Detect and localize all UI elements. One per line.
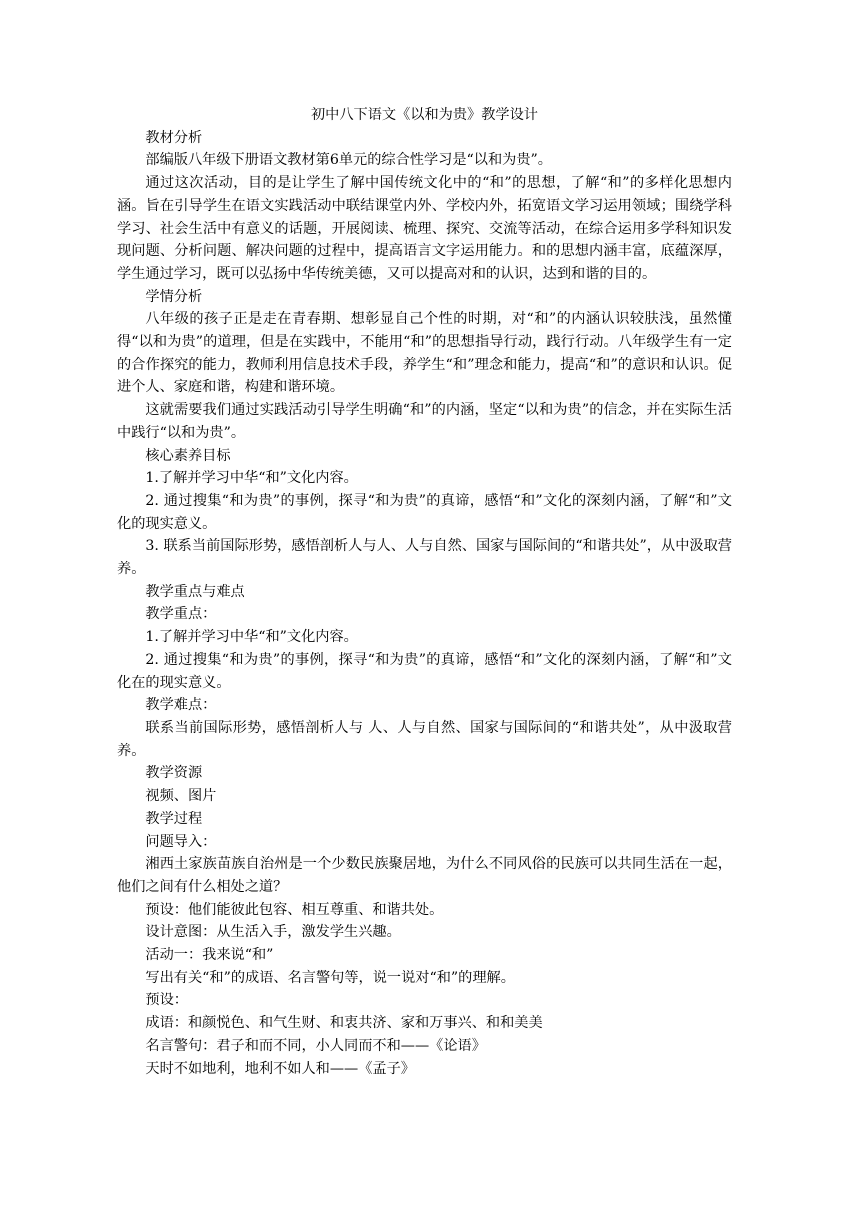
paragraph: 这就需要我们通过实践活动引导学生明确“和”的内涵，坚定“以和为贵”的信念，并在实际生活中践行“以和为贵”。 [117, 402, 732, 441]
list-item: 2. 通过搜集“和为贵”的事例，探寻“和为贵”的真谛，感悟“和”文化的深刻内涵，了解“和”文化在的现实意义。 [117, 651, 732, 691]
paragraph: 八年级的孩子正是走在青春期、想彰显自己个性的时期，对“和”的内涵认识较肤浅，虽然懂得“以和为贵”的道理，但是在实践中，不能用“和”的思想指导行动，践行行动。八年级学生有一定的合作探究的能力，教师利用信息技术手段，养学生“和”理念和能力，提高“和”的意识和认识。促进个人、家庭和谐，构建和谐环境。 [117, 311, 732, 396]
list-item: 1.了解并学习中华“和”文化内容。 [145, 470, 358, 487]
paragraph: 预设：他们能彼此包容、相互尊重、和谐共处。 [145, 901, 444, 918]
document-page [117, 104, 732, 1080]
list-item: 1.了解并学习中华“和”文化内容。 [145, 629, 358, 646]
heading-student-analysis: 学情分析 [145, 288, 203, 305]
subheading: 教学重点： [145, 606, 217, 623]
heading-textbook-analysis: 教材分析 [145, 129, 203, 146]
list-item: 2. 通过搜集“和为贵”的事例，探寻“和为贵”的真谛，感悟“和”文化的深刻内涵，了解“和”文化的现实意义。 [117, 492, 732, 532]
subheading: 问题导入： [145, 833, 217, 850]
paragraph: 通过这次活动，目的是让学生了解中国传统文化中的“和”的思想，了解“和”的多样化思想内涵。旨在引导学生在语文实践活动中联结课堂内外、学校内外，拓宽语文学习运用领域；围绕学科学习、社会生活中有意义的话题，开展阅读、梳理、探究、交流等活动，在综合运用多学科知识发现问题、分析问题、解决问题的过程中，提高语言文字运用能力。和的思想内涵丰富，底蕴深厚，学生通过学习，既可以弘扬中华传统美德，又可以提高对和的认识，达到和谐的目的。 [117, 175, 732, 282]
paragraph: 设计意图：从生活入手，激发学生兴趣。 [145, 924, 401, 941]
document-title: 初中八下语文《以和为贵》教学设计 [310, 107, 538, 123]
heading-key-points: 教学重点与难点 [145, 583, 245, 600]
list-item: 3. 联系当前国际形势，感悟剖析人与人、人与自然、国家与国际间的“和谐共处”，从中汲取营养。 [117, 538, 732, 578]
subheading: 教学难点： [145, 697, 217, 714]
paragraph: 预设： [145, 992, 188, 1009]
paragraph: 写出有关“和”的成语、名言警句等，说一说对“和”的理解。 [145, 969, 515, 986]
heading-core-goals: 核心素养目标 [145, 447, 231, 464]
heading-process: 教学过程 [145, 810, 203, 827]
paragraph: 视频、图片 [145, 788, 217, 805]
heading-resources: 教学资源 [145, 765, 203, 782]
subheading: 活动一：我来说“和” [145, 947, 274, 964]
paragraph: 名言警句：君子和而不同，小人同而不和——《论语》 [145, 1037, 486, 1054]
paragraph: 成语：和颜悦色、和气生财、和衷共济、家和万事兴、和和美美 [145, 1015, 543, 1032]
paragraph: 天时不如地利，地利不如人和——《孟子》 [145, 1060, 415, 1077]
paragraph: 联系当前国际形势，感悟剖析人与 人、人与自然、国家与国际间的“和谐共处”，从中汲取营养。 [117, 719, 732, 759]
paragraph: 湘西土家族苗族自治州是一个少数民族聚居地，为什么不同风俗的民族可以共同生活在一起，他们之间有什么相处之道？ [117, 856, 732, 895]
paragraph: 部编版八年级下册语文教材第6单元的综合性学习是“以和为贵”。 [145, 152, 552, 169]
